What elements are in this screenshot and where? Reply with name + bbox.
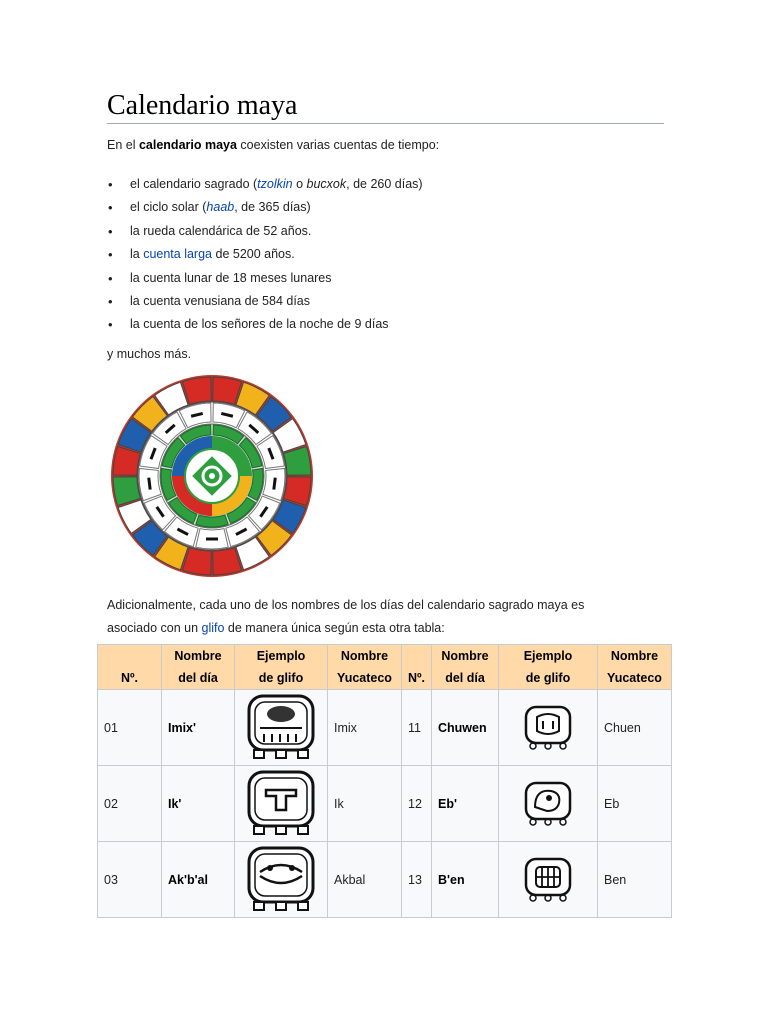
- time-counts-list: [107, 173, 423, 337]
- list-item: • el ciclo solar (haab, de 365 días): [107, 196, 423, 219]
- list-item: • el calendario sagrado (tzolkin o bucxok, de 260 días): [107, 173, 423, 196]
- header-num: Nº.: [98, 645, 162, 690]
- glifo-link[interactable]: glifo: [201, 621, 225, 635]
- day-name: Ik': [168, 796, 182, 811]
- day-name: Chuwen: [438, 720, 487, 735]
- day-name: B'en: [438, 872, 465, 887]
- day-name: Ak'b'al: [168, 872, 208, 887]
- table-row: [98, 690, 672, 766]
- day-name: Eb': [438, 796, 457, 811]
- glyph-image-ik[interactable]: [235, 766, 328, 842]
- page-title: Calendario maya: [107, 90, 298, 121]
- table-row: [98, 842, 672, 918]
- day-name-cell: [162, 842, 235, 918]
- bullet: •: [108, 223, 113, 239]
- haab-link[interactable]: haab: [206, 200, 235, 215]
- list-item: • la rueda calendárica de 52 años.: [107, 220, 423, 243]
- day-name-cell: [432, 842, 499, 918]
- day-number: 12: [402, 766, 432, 842]
- header-yucatec: Nombre Yucateco: [328, 645, 402, 690]
- calendar-wheel-svg: [110, 374, 314, 578]
- day-number: 03: [98, 842, 162, 918]
- ben-glyph-icon: [523, 857, 573, 903]
- day-name: Imix': [168, 720, 196, 735]
- day-name-cell: [162, 690, 235, 766]
- ik-glyph-icon: [246, 770, 316, 838]
- title-divider: [107, 123, 664, 124]
- header-glyph: Ejemplo de glifo: [235, 645, 328, 690]
- imix-glyph-icon: [246, 694, 316, 762]
- intro-text: En el: [107, 138, 139, 152]
- bullet: •: [108, 317, 113, 333]
- yucatec-name: Akbal: [328, 842, 402, 918]
- glyph-image-imix[interactable]: [235, 690, 328, 766]
- intro-bold: calendario maya: [138, 138, 237, 152]
- bullet: •: [108, 200, 113, 216]
- intro-paragraph: [107, 134, 439, 156]
- maya-calendar-wheel-image[interactable]: [110, 374, 314, 578]
- bullet: •: [108, 177, 113, 192]
- day-name-cell: [162, 766, 235, 842]
- list-item: • la cuenta lunar de 18 meses lunares: [107, 267, 423, 290]
- table-row: [98, 766, 672, 842]
- day-name-cell: [432, 690, 499, 766]
- yucatec-name: Chuen: [598, 690, 672, 766]
- yucatec-name: Imix: [328, 690, 402, 766]
- header-num-2: Nº.: [402, 645, 432, 690]
- bullet: •: [108, 293, 113, 309]
- center-dot: [209, 473, 215, 479]
- list-item: • la cuenta de los señores de la noche de 9 días: [107, 313, 423, 336]
- glyph-paragraph-line2: asociado con un glifo de manera única según esta otra tabla:: [107, 621, 445, 635]
- bullet: •: [108, 270, 113, 286]
- bullet: •: [108, 247, 113, 263]
- yucatec-name: Ben: [598, 842, 672, 918]
- header-glyph-2: Ejemplo de glifo: [499, 645, 598, 690]
- glyph-image-ben[interactable]: [499, 842, 598, 918]
- day-number: 01: [98, 690, 162, 766]
- header-yucatec-2: Nombre Yucateco: [598, 645, 672, 690]
- header-day-name-2: Nombre del día: [432, 645, 499, 690]
- day-number: 02: [98, 766, 162, 842]
- day-glyph-table: [97, 644, 672, 918]
- day-name-cell: [432, 766, 499, 842]
- glyph-image-chuwen[interactable]: [499, 690, 598, 766]
- list-item: • la cuenta larga de 5200 años.: [107, 243, 423, 266]
- glyph-paragraph-line1: Adicionalmente, cada uno de los nombres de los días del calendario sagrado maya es: [107, 598, 585, 612]
- tzolkin-link[interactable]: tzolkin: [257, 177, 293, 191]
- yucatec-name: Ik: [328, 766, 402, 842]
- glyph-image-akbal[interactable]: [235, 842, 328, 918]
- day-number: 11: [402, 690, 432, 766]
- cuenta-larga-link[interactable]: cuenta larga: [143, 247, 213, 262]
- chuwen-glyph-icon: [523, 705, 573, 751]
- glyph-image-eb[interactable]: [499, 766, 598, 842]
- numeral-bar: [206, 538, 218, 541]
- intro-text-end: coexisten varias cuentas de tiempo:: [236, 138, 440, 152]
- header-day-name: Nombre del día: [162, 645, 235, 690]
- day-number: 13: [402, 842, 432, 918]
- table-header-row: [98, 645, 672, 690]
- list-item: • la cuenta venusiana de 584 días: [107, 290, 423, 313]
- akbal-glyph-icon: [246, 846, 316, 914]
- yucatec-name: Eb: [598, 766, 672, 842]
- more-paragraph: y muchos más.: [107, 347, 192, 361]
- eb-glyph-icon: [523, 781, 573, 827]
- wheel-segment: [196, 515, 228, 527]
